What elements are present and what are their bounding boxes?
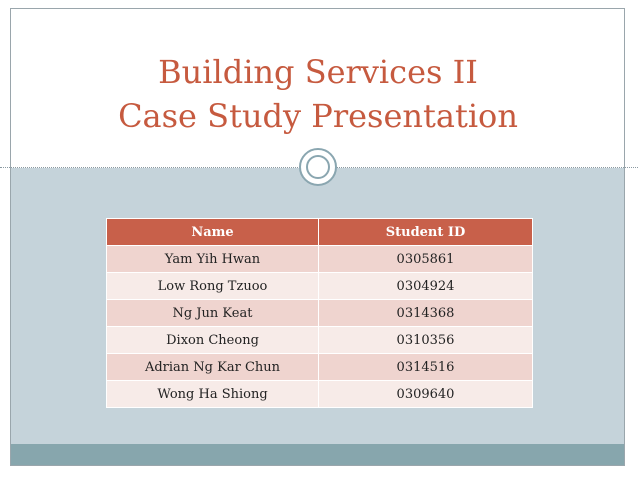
table-row [107,273,533,300]
title-line-2: Case Study Presentation [118,97,518,135]
header-student-id: Student ID [319,219,533,246]
table-row [107,354,533,381]
student-name: Low Rong Tzuoo [107,273,319,300]
table-row [107,327,533,354]
slide-title [108,50,528,138]
student-id: 0304924 [319,273,533,300]
student-name: Wong Ha Shiong [107,381,319,408]
table-row [107,381,533,408]
student-id: 0314368 [319,300,533,327]
student-name: Ng Jun Keat [107,300,319,327]
table-row [107,300,533,327]
student-table [106,218,533,408]
header-name: Name [107,219,319,246]
student-id: 0309640 [319,381,533,408]
student-name: Adrian Ng Kar Chun [107,354,319,381]
student-name: Dixon Cheong [107,327,319,354]
table-header-row [107,219,533,246]
circle-ornament-icon [299,148,337,186]
circle-ornament-inner [306,155,330,179]
student-id: 0310356 [319,327,533,354]
student-id: 0314516 [319,354,533,381]
student-id: 0305861 [319,246,533,273]
student-name: Yam Yih Hwan [107,246,319,273]
table-row [107,246,533,273]
title-line-1: Building Services II [158,53,478,91]
